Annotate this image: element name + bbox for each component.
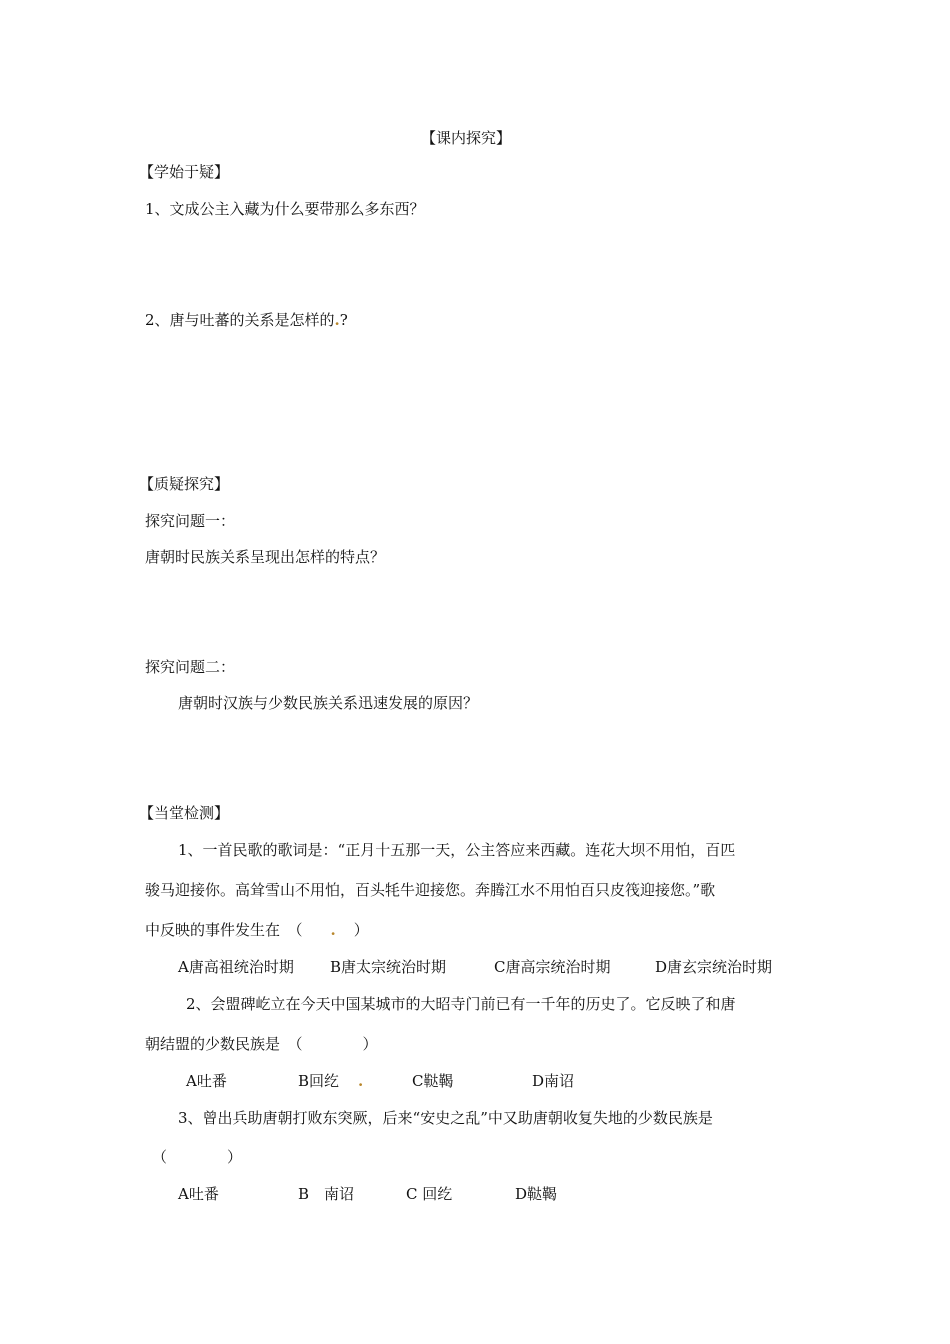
test-q3-line2: （ ） [152, 1148, 243, 1166]
test-q2-line1: 2、会盟碑屹立在今天中国某城市的大昭寺门前已有一千年的历史了。它反映了和唐 [186, 995, 736, 1013]
question-2-text: 2、唐与吐蕃的关系是怎样的 [145, 311, 335, 329]
inquiry-2-text: 唐朝时汉族与少数民族关系迅速发展的原因？ [178, 694, 479, 712]
question-2 [145, 310, 348, 330]
test-q1-option-c: C唐高宗统治时期 [494, 958, 611, 976]
page-title: 【课内探究】 [421, 129, 512, 147]
test-q1-line2: 骏马迎接你。高耸雪山不用怕，百头牦牛迎接您。奔腾江水不用怕百只皮筏迎接您。”歌 [145, 881, 716, 899]
inquiry-1-label: 探究问题一： [145, 512, 236, 530]
test-q2-line2: 朝结盟的少数民族是 （ ） [145, 1035, 378, 1053]
test-q3-option-c: C 回纥 [406, 1185, 453, 1203]
section-heading-dangtangjiance: 【当堂检测】 [139, 804, 230, 822]
test-q1-option-a: A唐高祖统治时期 [178, 958, 294, 976]
inquiry-1-text: 唐朝时民族关系呈现出怎样的特点？ [145, 548, 386, 566]
test-q1-line1: 1、一首民歌的歌词是：“正月十五那一天，公主答应来西藏。连花大坝不用怕，百匹 [178, 841, 736, 859]
test-q1-close-paren: ） [353, 921, 369, 939]
section-heading-xueshiyuyi: 【学始于疑】 [139, 163, 230, 181]
section-heading-zhiyitanjiu: 【质疑探究】 [139, 475, 230, 493]
question-2-mark: ? [339, 311, 348, 329]
test-q1-dot: . [330, 921, 336, 939]
question-1: 1、文成公主入藏为什么要带那么多东西？ [145, 200, 425, 218]
inquiry-2-label: 探究问题二： [145, 658, 236, 676]
test-q1-option-b: B唐太宗统治时期 [330, 958, 447, 976]
test-q2-option-d: D南诏 [532, 1072, 575, 1090]
test-q3-option-a: A吐番 [178, 1185, 219, 1203]
test-q1-option-d: D唐玄宗统治时期 [655, 958, 773, 976]
test-q3-line1: 3、曾出兵助唐朝打败东突厥，后来“安史之乱”中又助唐朝收复失地的少数民族是 [178, 1109, 713, 1127]
test-q2-option-a: A吐番 [186, 1072, 227, 1090]
test-q1-line3 [145, 920, 369, 940]
test-q1-stem-end: 中反映的事件发生在 （ [145, 921, 303, 939]
question-2-dot: . [334, 311, 340, 329]
test-q3-option-d: D鞑鞨 [515, 1185, 558, 1203]
test-q2-dot: . [358, 1072, 364, 1090]
test-q2-option-c: C鞑鞨 [412, 1072, 454, 1090]
test-q3-option-b: B 南诏 [298, 1185, 355, 1203]
test-q2-option-b: B回纥 [298, 1072, 340, 1090]
